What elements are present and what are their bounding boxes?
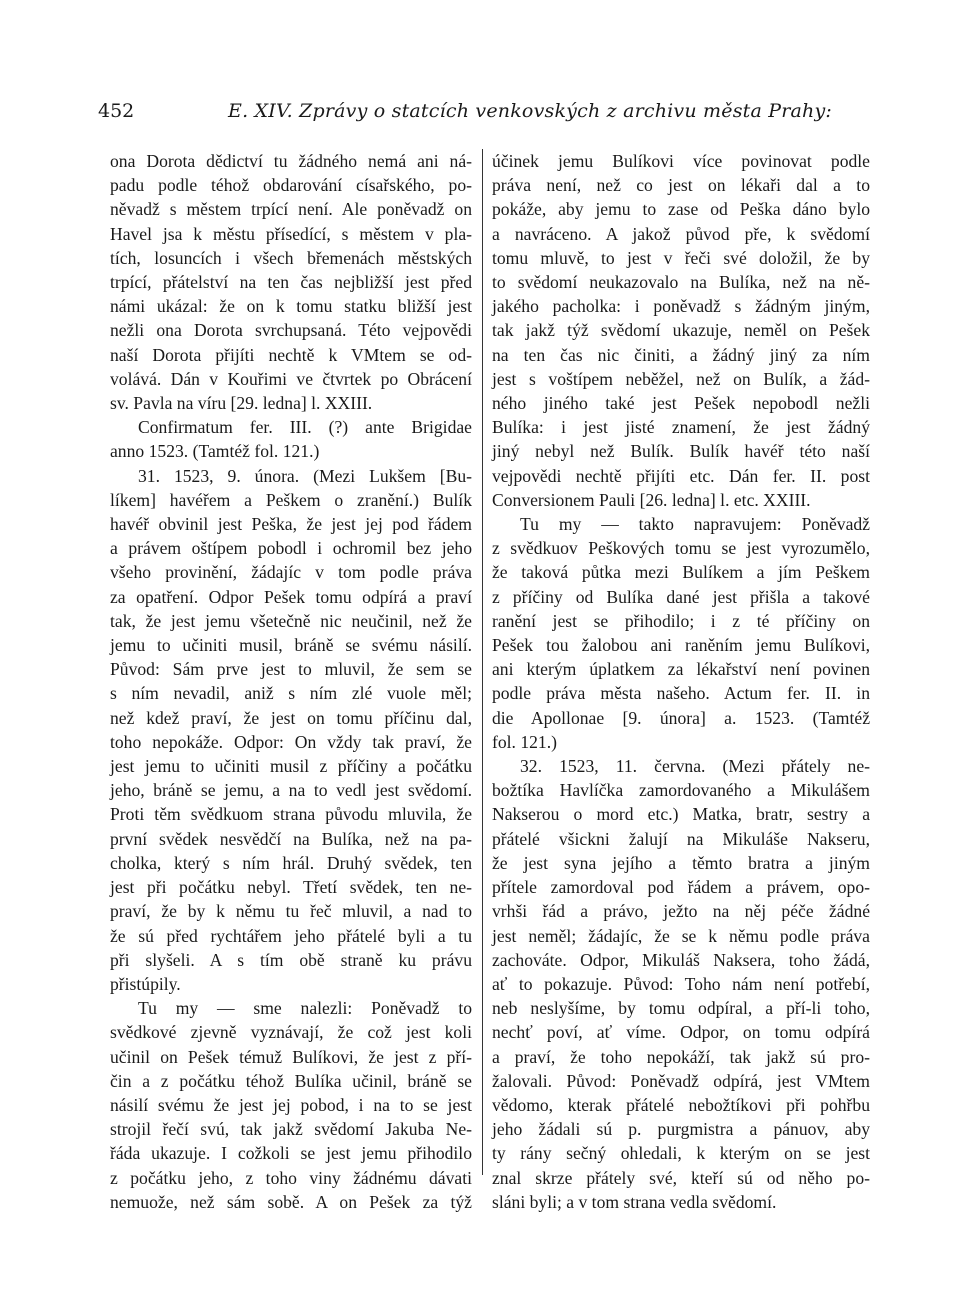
page-number: 452 bbox=[98, 100, 135, 122]
text-line: tak jakž týž svědomí ukazuje, neměl on Pešek bbox=[492, 320, 870, 341]
text-line: nežli ona Dorota svrchupsaná. Této vejpovědi bbox=[110, 320, 472, 341]
text-line: podle práva města našeho. Actum fer. II. in bbox=[492, 683, 870, 704]
text-line: že taková půtka mezi Bulíkem a jím Peškem bbox=[492, 562, 870, 583]
text-line: z svědkuov Peškových tomu se jest vyrozumělo, bbox=[492, 538, 870, 559]
text-line: volává. Dán v Kouřimi ve čtvrtek po Obrácení bbox=[110, 368, 472, 389]
text-line: Původ: Sám prve jest to mluvil, že sem se bbox=[110, 659, 472, 680]
text-line: Bulíka: i jest jisté znamení, že jest žádný bbox=[492, 417, 870, 438]
text-line: že sú před rychtářem jeho přátelé byli a tu bbox=[110, 925, 472, 946]
text-line: přátelé všickni žalují na Mikuláše Nakseru, bbox=[492, 828, 870, 849]
text-line: tak, že jest jemu všetečně nic neučinil, než že bbox=[110, 610, 472, 631]
text-line: ať to pokazuje. Původ: Toho nám není potřebí, bbox=[492, 973, 870, 994]
text-line: účinek jemu Bulíkovi více povinovat podle bbox=[492, 151, 870, 171]
text-line: něvadž s městem trpící není. Ale poněvadž on bbox=[110, 199, 472, 220]
text-line: a praví, že toho nepokáží, tak jakž sú pro- bbox=[492, 1046, 870, 1067]
text-line: s ním nevadil, aniž s ním zlé vuole měl; bbox=[110, 683, 472, 704]
text-line: sv. Pavla na víru [29. ledna] l. XXIII. bbox=[110, 393, 373, 414]
text-line: zachováte. Odpor, Mikuláš Naksera, toho žádá, bbox=[492, 949, 870, 970]
text-line: líkem] havéřem a Peškem o zranění.) Bulík bbox=[110, 489, 472, 510]
text-line: Confirmatum fer. III. (?) ante Brigidae bbox=[138, 417, 472, 438]
text-line: z příčiny od Bulíka dané jest přišla a takové bbox=[492, 586, 870, 607]
text-line: jest s voštípem neběžel, než on Bulík, a žád- bbox=[492, 368, 870, 389]
text-line: neb neslyšíme, by tomu odpíral, a pří-li toho, bbox=[492, 998, 870, 1019]
text-line: než kdež praví, že jest on tomu příčinu dal, bbox=[110, 707, 472, 728]
text-line: Conversionem Pauli [26. ledna] l. etc. XXIII. bbox=[492, 489, 811, 510]
running-head: E. XIV. Zprávy o statcích venkovských z archivu města Prahy: bbox=[228, 100, 833, 122]
text-line: jeho žádali sú p. purgmistra a pánuov, aby bbox=[492, 1119, 870, 1140]
text-line: a právem oštípem pobodl i ochromil bez jeho bbox=[110, 538, 472, 559]
text-line: padu podle téhož obdarování císařského, po- bbox=[110, 175, 472, 196]
text-line: za opatření. Odpor Pešek tomu odpírá a praví bbox=[110, 586, 472, 607]
text-line: svědkové zjevně vyznávají, že což jest koli bbox=[110, 1022, 472, 1043]
text-line: jest při počátku nebyl. Třetí svědek, ten ne- bbox=[110, 877, 472, 898]
text-line: řáda ukazuje. I cožkoli se jest jemu přihodilo bbox=[110, 1143, 472, 1164]
text-line: přistúpily. bbox=[110, 973, 181, 994]
text-line: všeho provinění, žádajíc v tom podle práva bbox=[110, 562, 472, 583]
text-line: práva není, než co jest on lékaři dal a to bbox=[492, 175, 870, 196]
text-line: ty rány sečný ohledali, k kterým on se jest bbox=[492, 1143, 870, 1164]
text-line: strojil řečí svú, tak jakž svědomí Jakuba Ne- bbox=[110, 1119, 472, 1140]
text-line: násilí svému že jest jej pobod, i na to se jest bbox=[110, 1094, 472, 1115]
right-column bbox=[492, 149, 870, 1214]
text-line: tích, losuncích i všech břemenách městských bbox=[110, 247, 472, 268]
text-line: cholka, který s ním hrál. Druhý svědek, ten bbox=[110, 852, 472, 873]
text-line: znal skrze přátely své, kteří sú od něho po- bbox=[492, 1167, 870, 1188]
text-line: praví, že by k němu tu řeč mluvil, a nad to bbox=[110, 901, 472, 922]
text-line: vrhši řád a právo, ježto na něj péče žádné bbox=[492, 901, 870, 922]
text-line: naší Dorota přijíti nechtě k VMtem se od- bbox=[110, 344, 472, 365]
text-line: z počátku jeho, z toho viny žádnému dávati bbox=[110, 1167, 472, 1188]
text-line: Havel jsa k městu přísedící, s městem v pla- bbox=[110, 223, 472, 244]
text-line: Tu my — sme nalezli: Poněvadž to bbox=[138, 998, 472, 1019]
text-line: pokáže, aby jemu to zase od Peška dáno bylo bbox=[492, 199, 870, 220]
text-line: jemu to učiniti musil, bráně se svému násilí. bbox=[110, 635, 472, 656]
text-line: při slyšeli. A s tím obě straně ku právu bbox=[110, 949, 472, 970]
text-line: Pešek tou žalobou ani raněním jemu Bulíkovi, bbox=[492, 635, 870, 656]
text-line: žalovali. Původ: Poněvadž odpírá, jest VMtem bbox=[492, 1070, 870, 1091]
text-line: die Apollonae [9. února] a. 1523. (Tamtéž bbox=[492, 707, 870, 728]
text-line: tomu mluvě, to jest v řeči své doložil, že by bbox=[492, 247, 870, 268]
text-line: 31. 1523, 9. února. (Mezi Lukšem [Bu- bbox=[138, 465, 472, 486]
text-line: jiný nebyl než Bulík. Bulík havéř této naší bbox=[492, 441, 870, 462]
text-line: božtíka Havlíčka zamordovaného a Mikulášem bbox=[492, 780, 870, 801]
text-line: anno 1523. (Tamtéž fol. 121.) bbox=[110, 441, 320, 462]
page-header bbox=[98, 100, 878, 126]
text-line: přítele zamordoval pod řádem a právem, opo- bbox=[492, 877, 870, 898]
left-column bbox=[110, 149, 472, 1214]
text-line: jeho, bráně se jemu, a na to vedl jest svědomí. bbox=[110, 780, 472, 801]
text-line: vědomo, kterak přátelé nebožtíkovi při pohřbu bbox=[492, 1094, 870, 1115]
text-line: Tu my — takto napravujem: Poněvadž bbox=[520, 514, 870, 535]
text-line: námi ukázal: že on k tomu statku bližší jest bbox=[110, 296, 472, 317]
text-line: ona Dorota dědictví tu žádného nemá ani ná- bbox=[110, 151, 472, 171]
text-line: ani kterým úplatkem za lékařství není povinen bbox=[492, 659, 870, 680]
text-line: na ten čas nic činiti, a žádný jiný za ním bbox=[492, 344, 870, 365]
text-line: jest neměl; žádajíc, že se k němu podle práva bbox=[492, 925, 870, 946]
text-line: toho nepokáže. Odpor: On vždy tak praví, že bbox=[110, 731, 472, 752]
text-line: nemuože, než sám sobě. A on Pešek za týž bbox=[110, 1191, 472, 1212]
text-line: havéř obvinil jest Peška, že jest jej pod řádem bbox=[110, 514, 472, 535]
text-line: vejpovědi nechtě přijíti etc. Dán fer. II. post bbox=[492, 465, 870, 486]
text-line: Proti těm svědkuom strana původu mluvila, že bbox=[110, 804, 472, 825]
text-line: učinil on Pešek témuž Bulíkovi, že jest z pří- bbox=[110, 1046, 472, 1067]
text-line: jest jemu to učiniti musil z příčiny a počátku bbox=[110, 756, 472, 777]
text-line: a navráceno. A jakož původ pře, k svědomí bbox=[492, 223, 870, 244]
text-line: že jest syna jejího a těmto bratra a jiným bbox=[492, 852, 870, 873]
text-line: jakého pacholka: i poněvadž s žádným jiným, bbox=[492, 296, 870, 317]
text-line: první svědek nesvědčí na Bulíka, než na pa- bbox=[110, 828, 472, 849]
text-line: fol. 121.) bbox=[492, 731, 557, 752]
text-line: ranění jest se přihodilo; i z té příčiny on bbox=[492, 610, 870, 631]
text-line: čin a z počátku téhož Bulíka učinil, bráně se bbox=[110, 1070, 472, 1091]
text-line: Nakserou o mord etc.) Matka, bratr, sestry a bbox=[492, 804, 870, 825]
text-line: sláni byli; a v tom strana vedla svědomí. bbox=[492, 1191, 777, 1212]
text-line: nechť poví, ať víme. Odpor, on tomu odpírá bbox=[492, 1022, 870, 1043]
column-divider bbox=[482, 149, 483, 1175]
text-line: trpící, přátelství na ten čas nejbližší jest před bbox=[110, 272, 472, 293]
text-line: ného jiného také jest Pešek nepobodl nežli bbox=[492, 393, 870, 414]
text-line: 32. 1523, 11. června. (Mezi přátely ne- bbox=[520, 756, 870, 777]
text-line: to svědomí neukazovalo na Bulíka, než na ně- bbox=[492, 272, 870, 293]
